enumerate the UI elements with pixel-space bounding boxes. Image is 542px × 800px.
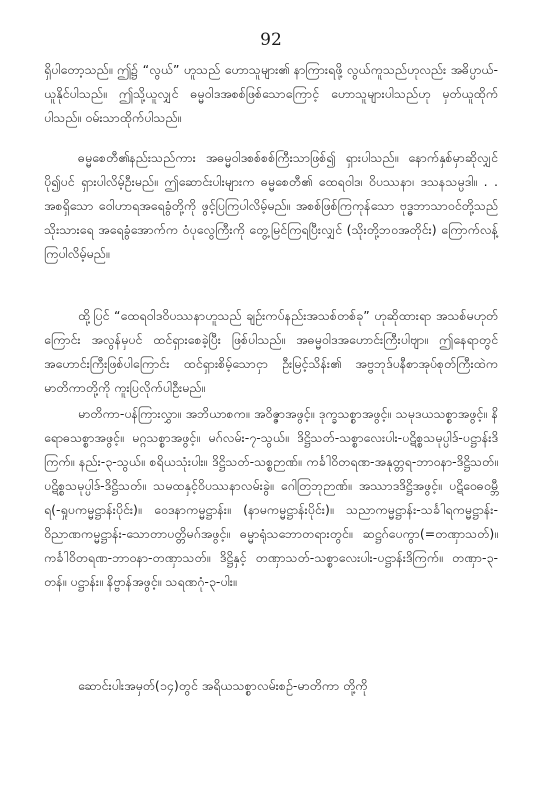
paragraph-2: ဓမ္မစေတီ၏နည်းသည်ကား အဓမ္မဝါဒစစ်စစ်ကြီးသာဖြစ်၍ ရှားပါသည်။ နောက်နှစ်မှာဆိုလျှင် ပို၍ပင် ရှားပါလိမ့်ဦးမည်။ ဤဆောင်းပါးများက ဓမ္မစေတီ၏ ထေရဝါဒ၊ ဝိပဿနာ၊ ဒသနသမ္ပဒါ။ . . အစရှိသော ဝေါဟာရအရေခွံတို့ကို ဖွင့်ပြကြပါလိမ့်မည်။ အစစ်ဖြစ်ကြကုန်သော ဗုဒ္ဓဘာသာဝင်တို့သည် သိုးသားရေ အရေခွံအောက်က ဝံပုလွေကြီးကို တွေ့မြင်ကြရပြီးလျှင် (သိုးတို့ဘဝအတိုင်း) ကြောက်လန့်ကြပါလိမ့်မည်။: [44, 150, 498, 261]
paragraph-5: ဆောင်းပါးအမှတ်(၁၄)တွင် အရိယသစ္စာလမ်းစဉ်-မာတိကာ တို့ကို: [78, 678, 368, 693]
paragraph-1: ရှိပါတော့သည်။ ဤ၌ “လွယ်” ဟူသည် ဟောသူများ၏ နာကြားရဖို့ လွယ်ကူသည်ဟုလည်း အဓိပ္ပာယ်-ယူနိုင်ပါသည်။ ဤသို့ယူလျှင် ဓမ္မဝါဒအစစ်ဖြစ်သောကြောင့် ဟောသူများပါသည်ဟု မှတ်ယူထိုက်ပါသည်။ ဝမ်းသာထိုက်ပါသည်။: [44, 62, 498, 125]
page-number: 92: [260, 30, 282, 50]
paragraph-3: ထို့ပြင် “ထေရဝါဒဝိပဿနာဟူသည် ချဉ်းကပ်နည်းအသစ်တစ်ခု” ဟုဆိုထားရာ အသစ်မဟုတ်ကြောင်း အလွန်မှပင် ထင်ရှားစေခဲ့ပြီး ဖြစ်ပါသည်။ အဓမ္မဝါဒအဟောင်းကြီးပါဗျာ။ ဤနေရာတွင် အဟောင်းကြီးဖြစ်ပါကြောင်း ထင်ရှားစိမ့်သောငှာ ဦးမြင့်သိန်း၏ အဗ္ဗဘုဒ်ပနီစာအုပ်စုတ်ကြီးထဲက မာတိကာတို့ကို ကူးပြလိုက်ပါဦးမည်။: [44, 308, 498, 395]
paragraph-4-matika-list: မာတိကာ-ပန်ကြားလွှာ။ အဘိယာစက။ အဝိဇ္ဇာအဖွင့်။ ဒုက္ခသစ္စာအဖွင့်။ သမုဒယသစ္စာအဖွင့်။ နိရောဓသစ္စာအဖွင့်။ မဂ္ဂသစ္စာအဖွင့်။ မဂ်လမ်း-၇-သွယ်။ ဒိဋ္ဌိသတ်-သစ္စာလေးပါး-ပဋိစ္စသမုပ္ပါဒ်-ပဋ္ဌာန်းဒိကြက်။ နည်း-၃-သွယ်။ စရိယသုံးပါး။ ဒိဋ္ဌိသတ်-သစ္စဉာဏ်။ ကင်္ခါဝိတရဏ-အနုတ္တရ-ဘာဝနာ-ဒိဋ္ဌိသတ်။ ပဋိစ္စသမုပ္ပါဒ်-ဒိဋ္ဌိသတ်။ သမထနှင့်ဝိပဿနာလမ်းခွဲ။ ဂေါတြဘုဉာဏ်။ အဿာဒဒိဋ္ဌိအဖွင့်။ ပဋိဝေဓဝမ္ဘီရ(-ရှုပကမ္မဋ္ဌာန်းပိုင်း)။ ဝေဒနာကမ္မဋ္ဌာန်း။ (နာမကမ္မဋ္ဌာန်းပိုင်း)။ သညာကမ္မဋ္ဌာန်း-သင်္ခါရကမ္မဋ္ဌာန်း-ဝိညာဏကမ္မဋ္ဌာန်း-သောတာပတ္တိမဂ်အဖွင့်။ ဓမ္မာရုံသဘောတရားတွင်။ ဆဋ္ဌဂ်ပေကွာ(=တဏှာသတ်)။ ကင်္ခါဝိတရဏ-ဘာဝနာ-တဏှာသတ်။ ဒိဋ္ဌိနှင့် တဏှာသတ်-သစ္စာလေးပါး-ပဋ္ဌာန်းဒိကြက်။ တဏှာ-၃-တန်။ ပဋ္ဌာန်း။ နိဗ္ဗာန်အဖွင့်။ သရဏဂုံ-၃-ပါး။: [44, 406, 498, 589]
